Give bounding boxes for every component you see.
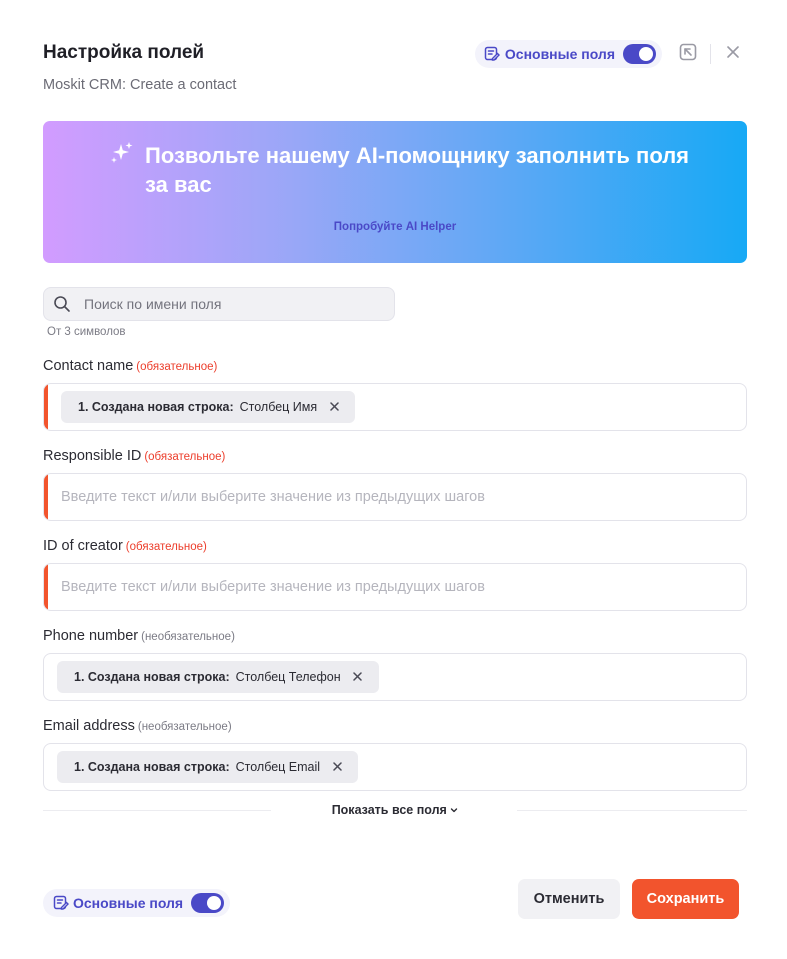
form-list-icon [52, 895, 69, 912]
switch-knob [207, 896, 221, 910]
field-search [43, 287, 395, 321]
page-title: Настройка полей [43, 42, 205, 63]
chip-step: 1. Создана новая строка: [74, 670, 230, 684]
chip-step: 1. Создана новая строка: [74, 760, 230, 774]
ai-banner-title: Позвольте нашему AI-помощнику заполнить поля за вас [145, 143, 690, 197]
chip-value: Столбец Телефон [235, 670, 341, 684]
field-label-email-address [43, 718, 232, 734]
basic-fields-label: Основные поля [73, 895, 184, 911]
basic-fields-switch[interactable] [623, 44, 656, 64]
ai-helper-banner [43, 121, 747, 263]
value-chip[interactable] [61, 391, 355, 423]
field-label-id-of-creator [43, 538, 207, 554]
page-subtitle: Moskit CRM: Create a contact [43, 77, 237, 93]
collapse-button[interactable] [674, 40, 702, 68]
chip-remove-button[interactable] [349, 668, 367, 686]
x-icon [330, 398, 339, 416]
sparkles-icon [109, 141, 135, 167]
email-address-field[interactable] [43, 743, 747, 791]
modal-header [43, 40, 747, 100]
chip-remove-button[interactable] [325, 398, 343, 416]
basic-fields-label: Основные поля [504, 46, 615, 62]
contact-name-field[interactable] [43, 383, 747, 431]
chevron-down-icon [450, 803, 458, 817]
show-all-label: Показать все поля [331, 803, 447, 817]
value-chip[interactable] [57, 661, 379, 693]
id-of-creator-field[interactable] [43, 563, 747, 611]
phone-number-field[interactable] [43, 653, 747, 701]
field-label-text: ID of creator [43, 538, 123, 554]
x-icon [353, 668, 362, 686]
search-icon [52, 294, 72, 314]
field-placeholder: Введите текст и/или выберите значение из предыдущих шагов [61, 579, 485, 595]
chip-step: 1. Создана новая строка: [78, 400, 234, 414]
field-label-contact-name [43, 358, 217, 374]
x-icon [333, 758, 342, 776]
save-button[interactable]: Сохранить [632, 879, 739, 919]
search-input[interactable] [84, 296, 364, 312]
chip-value: Столбец Имя [239, 400, 318, 414]
field-label-responsible-id [43, 448, 225, 464]
chip-value: Столбец Email [235, 760, 321, 774]
basic-fields-switch[interactable] [191, 893, 224, 913]
value-chip[interactable] [57, 751, 358, 783]
field-label-text: Contact name [43, 358, 134, 374]
field-label-text: Phone number [43, 628, 139, 644]
footer-basic-fields-toggle[interactable] [43, 889, 230, 917]
field-placeholder: Введите текст и/или выберите значение из предыдущих шагов [61, 489, 485, 505]
header-divider [710, 44, 711, 64]
basic-fields-toggle[interactable] [475, 40, 662, 68]
show-all-fields-button[interactable] [43, 803, 747, 817]
responsible-id-field[interactable] [43, 473, 747, 521]
show-all-fields [43, 800, 747, 822]
field-label-text: Responsible ID [43, 448, 142, 464]
field-label-phone-number [43, 628, 235, 644]
required-tag: (обязательное) [125, 541, 207, 553]
required-tag: (обязательное) [144, 451, 226, 463]
switch-knob [639, 47, 653, 61]
cancel-button[interactable]: Отменить [518, 879, 620, 919]
field-label-text: Email address [43, 718, 135, 734]
form-list-icon [484, 46, 501, 63]
try-ai-helper-link[interactable]: Попробуйте AI Helper [333, 221, 457, 233]
close-button[interactable] [719, 40, 747, 68]
optional-tag: (необязательное) [141, 631, 235, 643]
arrow-up-left-icon [678, 42, 698, 67]
search-hint: От 3 символов [47, 326, 126, 338]
close-icon [726, 45, 740, 64]
header-actions [475, 40, 747, 68]
optional-tag: (необязательное) [137, 721, 232, 733]
chip-remove-button[interactable] [328, 758, 346, 776]
required-tag: (обязательное) [136, 361, 218, 373]
